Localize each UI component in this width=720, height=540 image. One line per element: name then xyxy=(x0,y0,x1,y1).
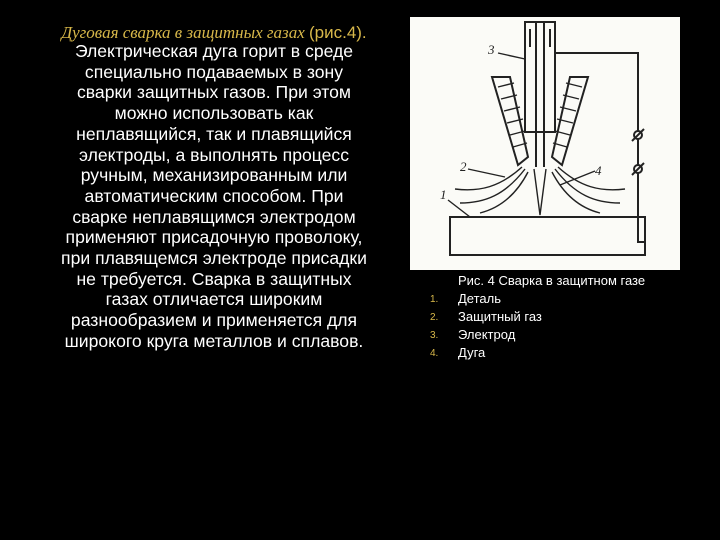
legend-item xyxy=(428,290,713,308)
figure-label-1: 1 xyxy=(440,187,447,202)
legend-text: Дуга xyxy=(458,345,486,360)
nozzle-left-wall xyxy=(492,77,528,165)
slide-heading xyxy=(55,24,373,41)
legend-number: 4. xyxy=(430,348,439,359)
legend-text: Защитный газ xyxy=(458,309,542,324)
arc-shape xyxy=(534,169,546,215)
legend-number: 2. xyxy=(430,312,439,323)
legend-item xyxy=(428,344,713,362)
legend-number: 1. xyxy=(430,294,439,305)
legend-item xyxy=(428,308,713,326)
figure-caption: Рис. 4 Сварка в защитном газе xyxy=(458,273,646,288)
figure-legend xyxy=(428,290,713,362)
legend-item xyxy=(428,326,713,344)
welding-diagram-drawing xyxy=(410,17,680,270)
nozzle-right-wall xyxy=(552,77,588,165)
workpiece-shape xyxy=(450,217,645,255)
figure-label-3: 3 xyxy=(488,42,495,57)
text-column xyxy=(55,24,373,352)
legend-text: Электрод xyxy=(458,327,516,342)
legend-number: 3. xyxy=(430,330,439,341)
slide-body-text: Электрическая дуга горит в среде специально подаваемых в зону сварки защитных газов. При этом можно использовать как неплавящийся, так и плавящийся электроды, а выполнять процесс ручным, механизированным или автоматическим способом. При сварке неплавящимся электродом применяют присадочную проволоку, при плавящемся электроде присадки не требуется. Сварка в защитных газах отличается широким разнообразием и применяется для широкого круга металлов и сплавов. xyxy=(61,41,367,351)
figure-label-4: 4 xyxy=(595,163,602,178)
figure-caption-block xyxy=(428,272,713,362)
heading-text: Дуговая сварка в защитных газах xyxy=(61,23,309,42)
welding-diagram xyxy=(410,17,680,270)
heading-figure-ref: (рис.4). xyxy=(308,23,367,42)
legend-text: Деталь xyxy=(458,291,501,306)
figure-label-2: 2 xyxy=(460,159,467,174)
